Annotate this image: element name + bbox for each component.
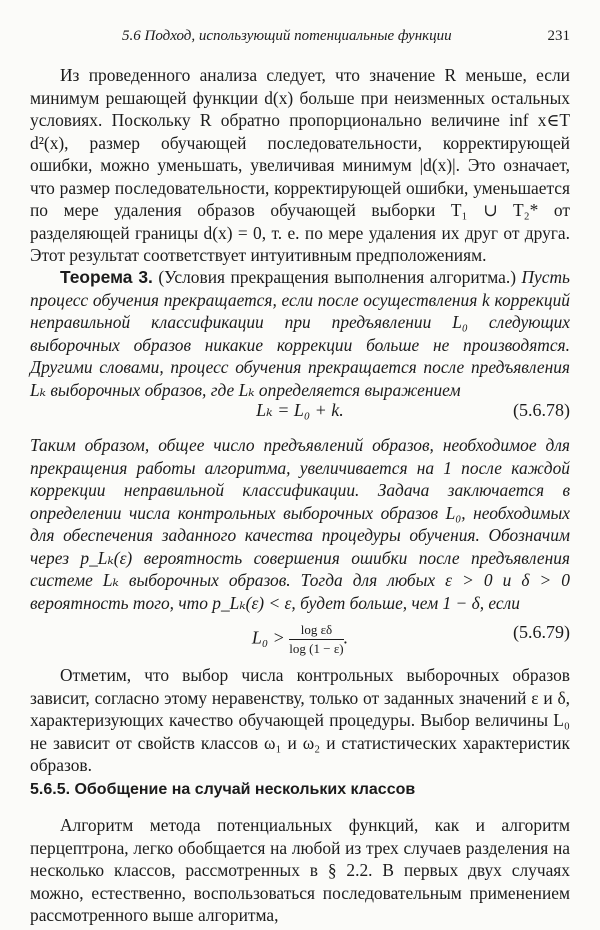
page-number: 231 xyxy=(547,28,570,44)
fraction-denominator: log (1 − ε) xyxy=(289,641,344,656)
paragraph-note: Отметим, что выбор числа контрольных выборочных образов зависит, согласно этому неравенству, только от заданных значений ε и δ, характеризующих качество обучающей процедуры. Выбор величины L₀ не зависит от свойств классов ω₁ и ω₂ и статистических характеристик образов. xyxy=(30,665,570,775)
fraction xyxy=(289,622,343,657)
theorem-title: (Условия прекращения выполнения алгоритма.) xyxy=(158,267,517,287)
paragraph-analysis: Из проведенного анализа следует, что значение R меньше, если минимум решающей функции d(x) больше при неизменных остальных условиях. Поскольку R обратно пропорционально величине inf x∈T d²(x), размер обучающей последовательности, корректирующей ошибки, можно уменьшать, увеличивая минимум |d(x)|. Это означает, что размер последовательности, корректирующей ошибки, уменьшается по мере удаления образов обучающей выборки T₁ ∪ T₂* от разделяющей границы d(x) = 0, т. е. по мере удаления их друг от друга. Этот результат соответствует интуитивным предположениям. xyxy=(30,65,570,265)
section-heading: 5.6.5. Обобщение на случай нескольких классов xyxy=(30,781,416,798)
equation-number: (5.6.79) xyxy=(513,622,570,642)
formula-expression: Lₖ = L₀ + k. xyxy=(256,400,344,420)
formula-5-6-79 xyxy=(30,618,570,658)
formula-inequality xyxy=(30,622,570,657)
running-title: 5.6 Подход, использующий потенциальные функции xyxy=(122,28,452,44)
theorem-label: Теорема 3. xyxy=(60,267,153,287)
paragraph-conclusion: Таким образом, общее число предъявлений образов, необходимое для прекращения работы алгоритма, увеличивается на 1 после каждой коррекции неправильной классификации. Задача заключается в определении числа контрольных выборочных образов L₀, необходимых для обеспечения заданного качества процедуры обучения. Обозначим через p_Lₖ(ε) вероятность совершения ошибки после предъявления системе Lₖ выборочных образов. Тогда для любых ε > 0 и δ > 0 вероятность того, что p_Lₖ(ε) < ε, будет больше, чем 1 − δ, если xyxy=(30,435,570,613)
formula-5-6-78 xyxy=(30,396,570,426)
theorem-statement: Пусть процесс обучения прекращается, если после осуществления k коррекций неправильной классификации при предъявлении L₀ следующих выборочных образов никакие коррекции больше не производятся. Другими словами, процесс обучения прекращается после предъявления Lₖ выборочных образов, где Lₖ определяется выражением xyxy=(30,267,570,400)
formula-tail: . xyxy=(343,627,349,648)
paragraph-generalization: Алгоритм метода потенциальных функций, как и алгоритм перцептрона, легко обобщается на любой из трех случаев разделения на несколько классов, рассмотренных в § 2.2. В первых двух случаях можно, естественно, воспользоваться последовательным применением рассмотренного выше алгоритма, xyxy=(30,815,570,925)
theorem-3 xyxy=(30,266,570,401)
formula-lhs: L₀ > xyxy=(251,627,285,648)
running-header xyxy=(122,28,570,50)
fraction-numerator: log εδ xyxy=(289,622,343,640)
equation-number: (5.6.78) xyxy=(513,400,570,420)
